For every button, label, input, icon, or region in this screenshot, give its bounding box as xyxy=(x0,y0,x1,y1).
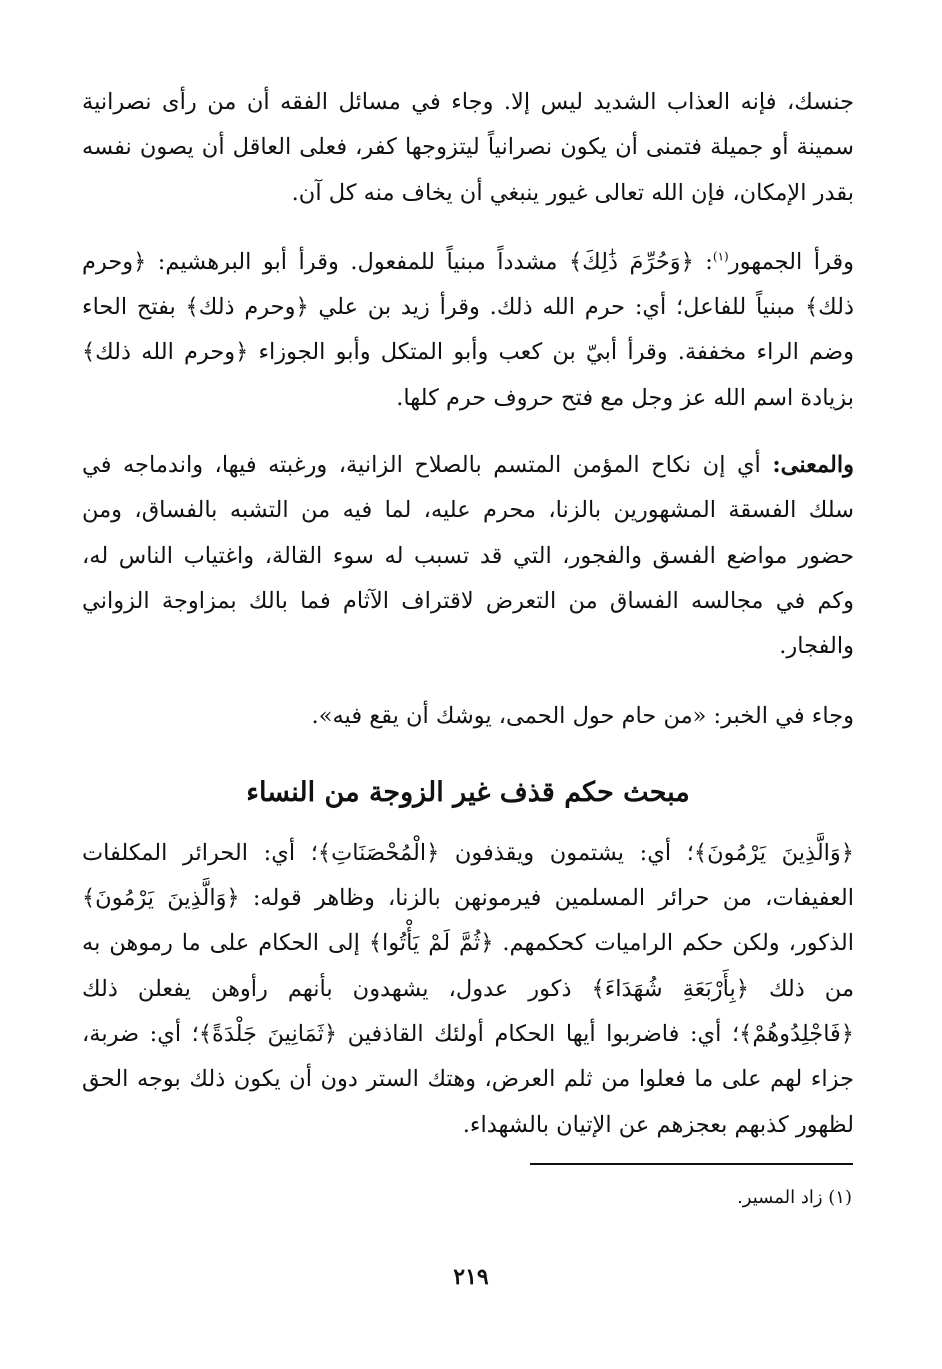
paragraph-3-body: أي إن نكاح المؤمن المتسم بالصلاح الزانية، ورغبته فيها، واندماجه في سلك الفسقة المشهورين بالزنا، محرم عليه، لما فيه من التشبه بالفساق، ومن حضور مواضع الفسق والفجور، التي قد تسبب له سوء القالة، واغتياب الناس له، وكم في مجالسه الفساق من التعرض لاقتراف الآثام فما بالك بمزاوجة الزواني والفجار. xyxy=(82,452,854,660)
footnote-reference: (١) xyxy=(712,249,729,264)
paragraph-3-lead: والمعنى: xyxy=(772,452,854,479)
paragraph-4: وجاء في الخبر: «من حام حول الحمى، يوشك أن يقع فيه». xyxy=(311,702,854,729)
paragraph-2-start: وقرأ الجمهور xyxy=(728,248,855,275)
paragraph-1: جنسك، فإنه العذاب الشديد ليس إلا. وجاء في مسائل الفقه أن من رأى نصرانية سمينة أو جميلة فتمنى أن يكون نصرانياً ليتزوجها كفر، فعلى العاقل أن يصون نفسه بقدر الإمكان، فإن الله تعالى غيور ينبغي أن يخاف منه كل آن. xyxy=(82,89,854,206)
footnote xyxy=(737,1178,852,1218)
footnote-text: زاد المسير. xyxy=(737,1187,823,1208)
page-body xyxy=(82,80,854,1148)
footnote-number: (١) xyxy=(828,1187,852,1208)
paragraph-2 xyxy=(82,240,854,421)
section-heading: مبحث حكم قذف غير الزوجة من النساء xyxy=(246,776,690,808)
footnote-divider xyxy=(530,1163,853,1165)
page-number: ٢١٩ xyxy=(453,1264,489,1290)
paragraph-3 xyxy=(82,443,854,669)
paragraph-5: ﴿وَالَّذِينَ يَرْمُونَ﴾؛ أي: يشتمون ويقذفون ﴿الْمُحْصَنَاتِ﴾؛ أي: الحرائر المكلفات العفيفات، من حرائر المسلمين فيرمونهن بالزنا، وظاهر قوله: ﴿وَالَّذِينَ يَرْمُونَ﴾ الذكور، ولكن حكم الراميات كحكمهم. ﴿ثُمَّ لَمْ يَأْتُوا﴾ إلى الحكام على ما رموهن به من ذلك ﴿بِأَرْبَعَةِ شُهَدَاءَ﴾ ذكور عدول، يشهدون بأنهم رأوهن يفعلن ذلك ﴿فَاجْلِدُوهُمْ﴾؛ أي: فاضربوا أيها الحكام أولئك القاذفين ﴿ثَمَانِينَ جَلْدَةً﴾؛ أي: ضربة، جزاء لهم على ما فعلوا من ثلم العرض، وهتك الستر دون أن يكون ذلك بوجه الحق لظهور كذبهم بعجزهم عن الإتيان بالشهداء. xyxy=(82,839,854,1138)
paragraph-2-rest: : ﴿وَحُرِّمَ ذَٰلِكَ﴾ مشدداً مبنياً للمفعول. وقرأ أبو البرهشيم: ﴿وحرم ذلك﴾ مبنياً للفاعل؛ أي: حرم الله ذلك. وقرأ زيد بن علي ﴿وحرم ذلك﴾ بفتح الحاء وضم الراء مخففة. وقرأ أبيّ بن كعب وأبو المتكل وأبو الجوزاء ﴿وحرم الله ذلك﴾ بزيادة اسم الله عز وجل مع فتح حروف حرم كلها. xyxy=(82,248,854,411)
